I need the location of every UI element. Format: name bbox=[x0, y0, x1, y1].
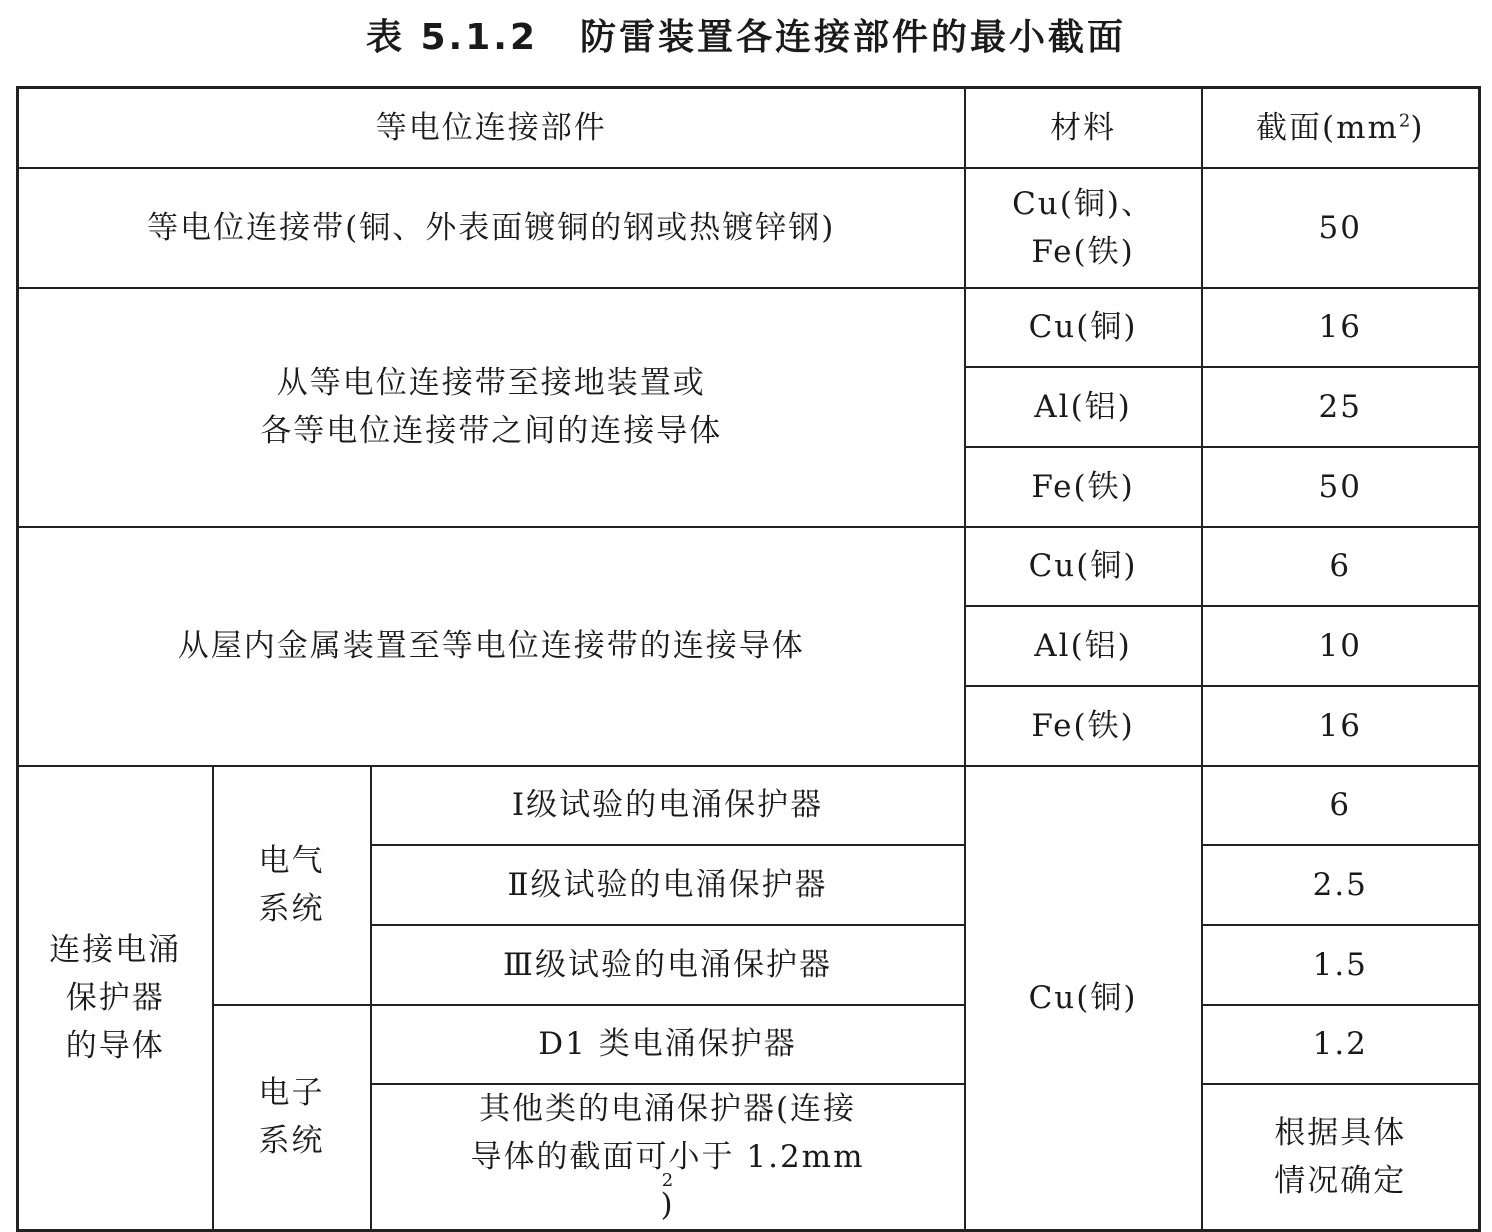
header-section: 截面$(mm^2)$ bbox=[1202, 88, 1480, 168]
section-cell: 2.5 bbox=[1202, 845, 1480, 925]
bonding-bar-material: Cu(铜)、 Fe(铁) bbox=[965, 168, 1202, 288]
header-row bbox=[18, 88, 1480, 168]
spd-class1-label: Ⅰ级试验的电涌保护器 bbox=[371, 766, 965, 845]
bar-to-earth-label: 从等电位连接带至接地装置或 各等电位连接带之间的连接导体 bbox=[18, 288, 965, 527]
section-cell: 25 bbox=[1202, 367, 1480, 447]
bonding-bar-section: 50 bbox=[1202, 168, 1480, 288]
table-row bbox=[18, 766, 1480, 845]
material-cell: Cu(铜) bbox=[965, 288, 1202, 367]
header-material: 材料 bbox=[965, 88, 1202, 168]
spd-class3-label: Ⅲ级试验的电涌保护器 bbox=[371, 925, 965, 1005]
indoor-metal-label: 从屋内金属装置至等电位连接带的连接导体 bbox=[18, 527, 965, 766]
section-cell: 1.2 bbox=[1202, 1005, 1480, 1084]
section-cell: 16 bbox=[1202, 686, 1480, 766]
spd-other-label: 其他类的电涌保护器(连接 导体的截面可小于 1.2mm 2 ) bbox=[371, 1084, 965, 1231]
material-cell: Cu(铜) bbox=[965, 527, 1202, 606]
section-cell: 50 bbox=[1202, 447, 1480, 527]
material-cell: Fe(铁) bbox=[965, 686, 1202, 766]
material-cell: Fe(铁) bbox=[965, 447, 1202, 527]
spd-other-section: 根据具体 情况确定 bbox=[1202, 1084, 1480, 1231]
table-row bbox=[18, 288, 1480, 367]
table-title bbox=[0, 12, 1492, 64]
section-cell: 6 bbox=[1202, 766, 1480, 845]
section-cell: 6 bbox=[1202, 527, 1480, 606]
section-cell: 1.5 bbox=[1202, 925, 1480, 1005]
electronic-system-label: 电子 系统 bbox=[213, 1005, 371, 1231]
table-title-text: 防雷装置各连接部件的最小截面 bbox=[580, 17, 1127, 58]
spd-d1-label: D1 类电涌保护器 bbox=[371, 1005, 965, 1084]
section-cell: 10 bbox=[1202, 606, 1480, 686]
table-row bbox=[18, 1005, 1480, 1084]
table-row bbox=[18, 527, 1480, 606]
bonding-bar-label: 等电位连接带(铜、外表面镀铜的钢或热镀锌钢) bbox=[18, 168, 965, 288]
material-cell: Al(铝) bbox=[965, 367, 1202, 447]
material-cell: Al(铝) bbox=[965, 606, 1202, 686]
min-cross-section-table bbox=[16, 86, 1481, 1232]
electrical-system-label: 电气 系统 bbox=[213, 766, 371, 1005]
section-cell: 16 bbox=[1202, 288, 1480, 367]
header-component: 等电位连接部件 bbox=[18, 88, 965, 168]
spd-class2-label: Ⅱ级试验的电涌保护器 bbox=[371, 845, 965, 925]
table-row bbox=[18, 168, 1480, 288]
table-number: 表 5.1.2 bbox=[365, 17, 539, 58]
spd-group-label: 连接电涌 保护器 的导体 bbox=[18, 766, 213, 1231]
spd-material: Cu(铜) bbox=[965, 766, 1202, 1231]
